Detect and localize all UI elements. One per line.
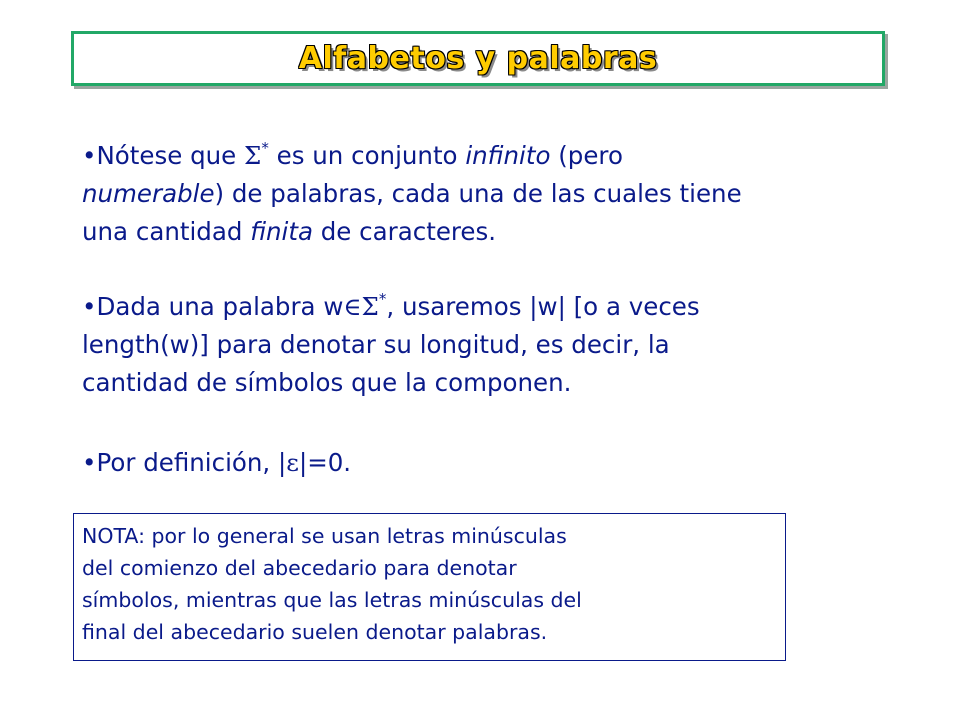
italic-term: numerable [82,179,215,208]
slide-title: Alfabetos y palabras [298,41,658,76]
text-run: de caracteres. [312,217,497,246]
kleene-star: * [261,139,269,157]
italic-term: finita [250,217,313,246]
paragraph-line [82,288,882,326]
text-run: Nótese que [96,141,245,170]
kleene-star: * [378,290,387,308]
text-run: ) de palabras, cada una de las cuales tiene [214,179,742,208]
text-run: (pero [550,141,623,170]
note-line: del comienzo del abecedario para denotar [82,556,517,580]
sigma-symbol: Σ [244,141,262,170]
paragraph-line [82,175,882,213]
text-run: , usaremos |w| [o a veces [386,292,700,321]
paragraph-word-length [82,288,882,402]
title-banner [71,31,885,86]
text-run: una cantidad [82,217,251,246]
text-run: Por definición, | [96,448,287,477]
paragraph-line [82,213,882,251]
paragraph-line [82,137,882,175]
epsilon-symbol: ε [286,448,299,477]
note-line: final del abecedario suelen denotar palabras. [82,620,548,644]
note-line: símbolos, mientras que las letras minúsculas del [82,588,582,612]
paragraph-epsilon-definition [82,444,882,482]
paragraph-sigma-star-infinite [82,137,882,251]
text-run: Dada una palabra w [96,292,344,321]
italic-term: infinito [465,141,551,170]
bullet: • [82,292,97,321]
bullet: • [82,448,97,477]
bullet: • [82,141,97,170]
sigma-symbol: Σ [361,292,379,321]
text-run: |=0. [298,448,352,477]
note-box [73,513,786,661]
text-run: es un conjunto [268,141,466,170]
paragraph-line [82,444,882,482]
element-of-symbol: ∈ [343,292,362,321]
note-line: NOTA: por lo general se usan letras minúsculas [82,524,567,548]
paragraph-line: cantidad de símbolos que la componen. [82,368,572,397]
paragraph-line: length(w)] para denotar su longitud, es decir, la [82,330,670,359]
